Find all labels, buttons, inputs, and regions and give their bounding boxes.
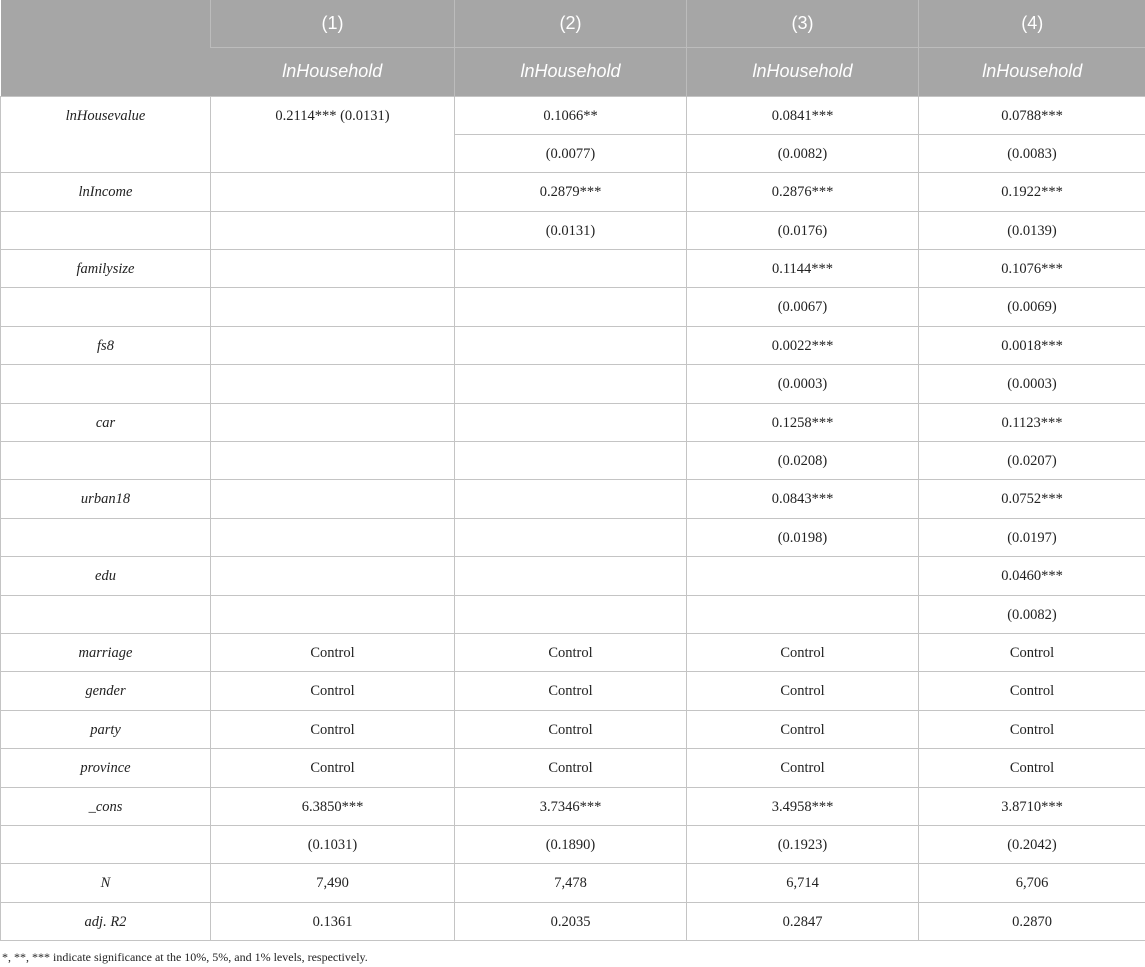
- coef-cell: 0.0460***: [919, 557, 1145, 595]
- table-row: [1, 633, 1145, 671]
- row-label: lnHousevalue: [1, 96, 211, 173]
- coef-cell: 3.7346***: [455, 787, 687, 825]
- header-col-3: (3): [687, 0, 919, 47]
- stat-cell: 7,478: [455, 864, 687, 902]
- empty-cell: [687, 557, 919, 595]
- se-cell: (0.0067): [687, 288, 919, 326]
- empty-cell: [211, 403, 455, 441]
- empty-cell: [455, 480, 687, 518]
- header-col-4: (4): [919, 0, 1145, 47]
- empty-cell: [455, 326, 687, 364]
- row-label: party: [1, 710, 211, 748]
- row-label: car: [1, 403, 211, 441]
- empty-cell: [687, 595, 919, 633]
- row-label: adj. R2: [1, 902, 211, 940]
- se-cell: (0.0083): [919, 134, 1145, 172]
- table-row: [1, 250, 1145, 288]
- stat-cell: 6,714: [687, 864, 919, 902]
- header-depvar-3: lnHousehold: [687, 47, 919, 96]
- table-row: [1, 442, 1145, 480]
- empty-cell: [1, 442, 211, 480]
- control-cell: Control: [919, 710, 1145, 748]
- empty-cell: [211, 173, 455, 211]
- control-cell: Control: [455, 710, 687, 748]
- coef-cell: 0.1123***: [919, 403, 1145, 441]
- row-label: province: [1, 749, 211, 787]
- row-label: gender: [1, 672, 211, 710]
- header-depvar-2: lnHousehold: [455, 47, 687, 96]
- empty-cell: [211, 595, 455, 633]
- coef-cell: 0.0843***: [687, 480, 919, 518]
- table-row: [1, 749, 1145, 787]
- control-cell: Control: [687, 672, 919, 710]
- empty-cell: [455, 403, 687, 441]
- stat-cell: 0.1361: [211, 902, 455, 940]
- coef-cell: 0.0788***: [919, 96, 1145, 134]
- control-cell: Control: [687, 710, 919, 748]
- stat-cell: 7,490: [211, 864, 455, 902]
- empty-cell: [1, 595, 211, 633]
- table-row: [1, 864, 1145, 902]
- empty-cell: [455, 288, 687, 326]
- se-cell: (0.0003): [687, 365, 919, 403]
- coef-cell: 0.2114*** (0.0131): [211, 96, 455, 173]
- coef-cell: 0.0022***: [687, 326, 919, 364]
- control-cell: Control: [919, 633, 1145, 671]
- table-row: [1, 211, 1145, 249]
- se-cell: (0.0208): [687, 442, 919, 480]
- control-cell: Control: [919, 749, 1145, 787]
- se-cell: (0.0139): [919, 211, 1145, 249]
- table-row: [1, 902, 1145, 940]
- empty-cell: [1, 825, 211, 863]
- table-row: [1, 710, 1145, 748]
- empty-cell: [211, 211, 455, 249]
- row-label: _cons: [1, 787, 211, 825]
- control-cell: Control: [211, 749, 455, 787]
- table-row: [1, 173, 1145, 211]
- table-row: [1, 595, 1145, 633]
- se-cell: (0.0082): [919, 595, 1145, 633]
- empty-cell: [455, 250, 687, 288]
- control-cell: Control: [211, 710, 455, 748]
- empty-cell: [211, 250, 455, 288]
- coef-cell: 0.1922***: [919, 173, 1145, 211]
- empty-cell: [1, 211, 211, 249]
- control-cell: Control: [211, 633, 455, 671]
- empty-cell: [211, 365, 455, 403]
- table-row: [1, 825, 1145, 863]
- coef-cell: 0.2879***: [455, 173, 687, 211]
- se-cell: (0.2042): [919, 825, 1145, 863]
- control-cell: Control: [455, 749, 687, 787]
- row-label: edu: [1, 557, 211, 595]
- coef-cell: 0.1144***: [687, 250, 919, 288]
- stat-cell: 6,706: [919, 864, 1145, 902]
- empty-cell: [455, 365, 687, 403]
- se-cell: (0.0069): [919, 288, 1145, 326]
- coef-cell: 0.1066**: [455, 96, 687, 134]
- coef-cell: 3.4958***: [687, 787, 919, 825]
- stat-cell: 0.2870: [919, 902, 1145, 940]
- coef-cell: 0.0018***: [919, 326, 1145, 364]
- coef-cell: 0.1076***: [919, 250, 1145, 288]
- empty-cell: [455, 518, 687, 556]
- coef-cell: 0.0841***: [687, 96, 919, 134]
- row-label: N: [1, 864, 211, 902]
- empty-cell: [211, 557, 455, 595]
- se-cell: (0.0082): [687, 134, 919, 172]
- coef-cell: 0.1258***: [687, 403, 919, 441]
- header-corner-cell: [1, 0, 211, 96]
- coef-cell: 0.0752***: [919, 480, 1145, 518]
- header-depvar-4: lnHousehold: [919, 47, 1145, 96]
- se-cell: (0.0077): [455, 134, 687, 172]
- empty-cell: [455, 442, 687, 480]
- table-row: [1, 480, 1145, 518]
- empty-cell: [455, 595, 687, 633]
- se-cell: (0.1890): [455, 825, 687, 863]
- row-label: urban18: [1, 480, 211, 518]
- table-footnote: *, **, *** indicate significance at the 10%, 5%, and 1% levels, respectively.: [2, 950, 368, 964]
- se-cell: (0.0176): [687, 211, 919, 249]
- table-row: [1, 96, 1145, 134]
- se-cell: (0.0003): [919, 365, 1145, 403]
- table-row: [1, 787, 1145, 825]
- empty-cell: [211, 480, 455, 518]
- table-row: [1, 326, 1145, 364]
- empty-cell: [211, 326, 455, 364]
- table-row: [1, 403, 1145, 441]
- header-row-column-numbers: [1, 0, 1145, 47]
- empty-cell: [211, 442, 455, 480]
- header-depvar-1: lnHousehold: [211, 47, 455, 96]
- table-row: [1, 672, 1145, 710]
- table-row: [1, 518, 1145, 556]
- control-cell: Control: [687, 749, 919, 787]
- stat-cell: 0.2847: [687, 902, 919, 940]
- coef-cell: 6.3850***: [211, 787, 455, 825]
- empty-cell: [1, 288, 211, 326]
- table-row: [1, 557, 1145, 595]
- row-label: marriage: [1, 633, 211, 671]
- se-cell: (0.0198): [687, 518, 919, 556]
- row-label: lnIncome: [1, 173, 211, 211]
- control-cell: Control: [687, 633, 919, 671]
- table-row: [1, 288, 1145, 326]
- row-label: fs8: [1, 326, 211, 364]
- header-col-1: (1): [211, 0, 455, 47]
- coef-cell: 0.2876***: [687, 173, 919, 211]
- control-cell: Control: [455, 672, 687, 710]
- coef-cell: 3.8710***: [919, 787, 1145, 825]
- se-cell: (0.1031): [211, 825, 455, 863]
- se-cell: (0.0131): [455, 211, 687, 249]
- se-cell: (0.1923): [687, 825, 919, 863]
- control-cell: Control: [211, 672, 455, 710]
- se-cell: (0.0197): [919, 518, 1145, 556]
- control-cell: Control: [919, 672, 1145, 710]
- empty-cell: [455, 557, 687, 595]
- empty-cell: [211, 288, 455, 326]
- control-cell: Control: [455, 633, 687, 671]
- header-col-2: (2): [455, 0, 687, 47]
- stat-cell: 0.2035: [455, 902, 687, 940]
- empty-cell: [211, 518, 455, 556]
- table-row: [1, 365, 1145, 403]
- empty-cell: [1, 365, 211, 403]
- se-cell: (0.0207): [919, 442, 1145, 480]
- empty-cell: [1, 518, 211, 556]
- row-label: familysize: [1, 250, 211, 288]
